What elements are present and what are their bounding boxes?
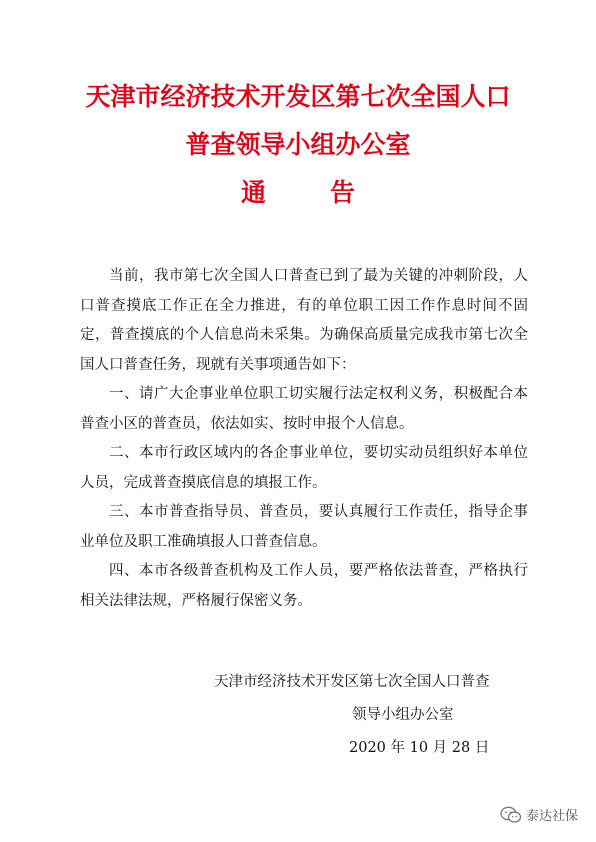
paragraph-item-4: 四、本市各级普查机构及工作人员，要严格依法普查，严格执行相关法律法规，严格履行保密义务。 bbox=[80, 563, 528, 609]
paragraph-item-1: 一、请广大企事业单位职工切实履行法定权利义务，积极配合本普查小区的普查员，依法如实、按时申报个人信息。 bbox=[80, 386, 528, 432]
signature-org-line-1: 天津市经济技术开发区第七次全国人口普查 bbox=[214, 674, 490, 690]
paragraph-item-3: 三、本市普查指导员、普查员，要认真履行工作责任，指导企事业单位及职工准确填报人口普查信息。 bbox=[80, 504, 528, 550]
signature-org-line-2: 领导小组办公室 bbox=[352, 707, 454, 723]
watermark-text: 泰达社保 bbox=[526, 809, 579, 824]
signature-date: 2020 年 10 月 28 日 bbox=[349, 740, 490, 756]
title-line-2: 普查领导小组办公室 bbox=[185, 130, 411, 159]
title-line-1: 天津市经济技术开发区第七次全国人口 bbox=[85, 82, 511, 111]
notice-body bbox=[80, 262, 528, 616]
title-notice: 通告 bbox=[240, 178, 419, 207]
wechat-icon bbox=[500, 806, 522, 824]
paragraph-intro: 当前，我市第七次全国人口普查已到了最为关键的冲刺阶段，人口普查摸底工作正在全力推进，有的单位职工因工作作息时间不固定，普查摸底的个人信息尚未采集。为确保高质量完成我市第七次全国人口普查任务，现就有关事项通告如下： bbox=[80, 268, 528, 373]
watermark bbox=[500, 805, 578, 824]
paragraph-item-2: 二、本市行政区域内的各企事业单位，要切实动员组织好本单位人员，完成普查摸底信息的填报工作。 bbox=[80, 445, 528, 491]
